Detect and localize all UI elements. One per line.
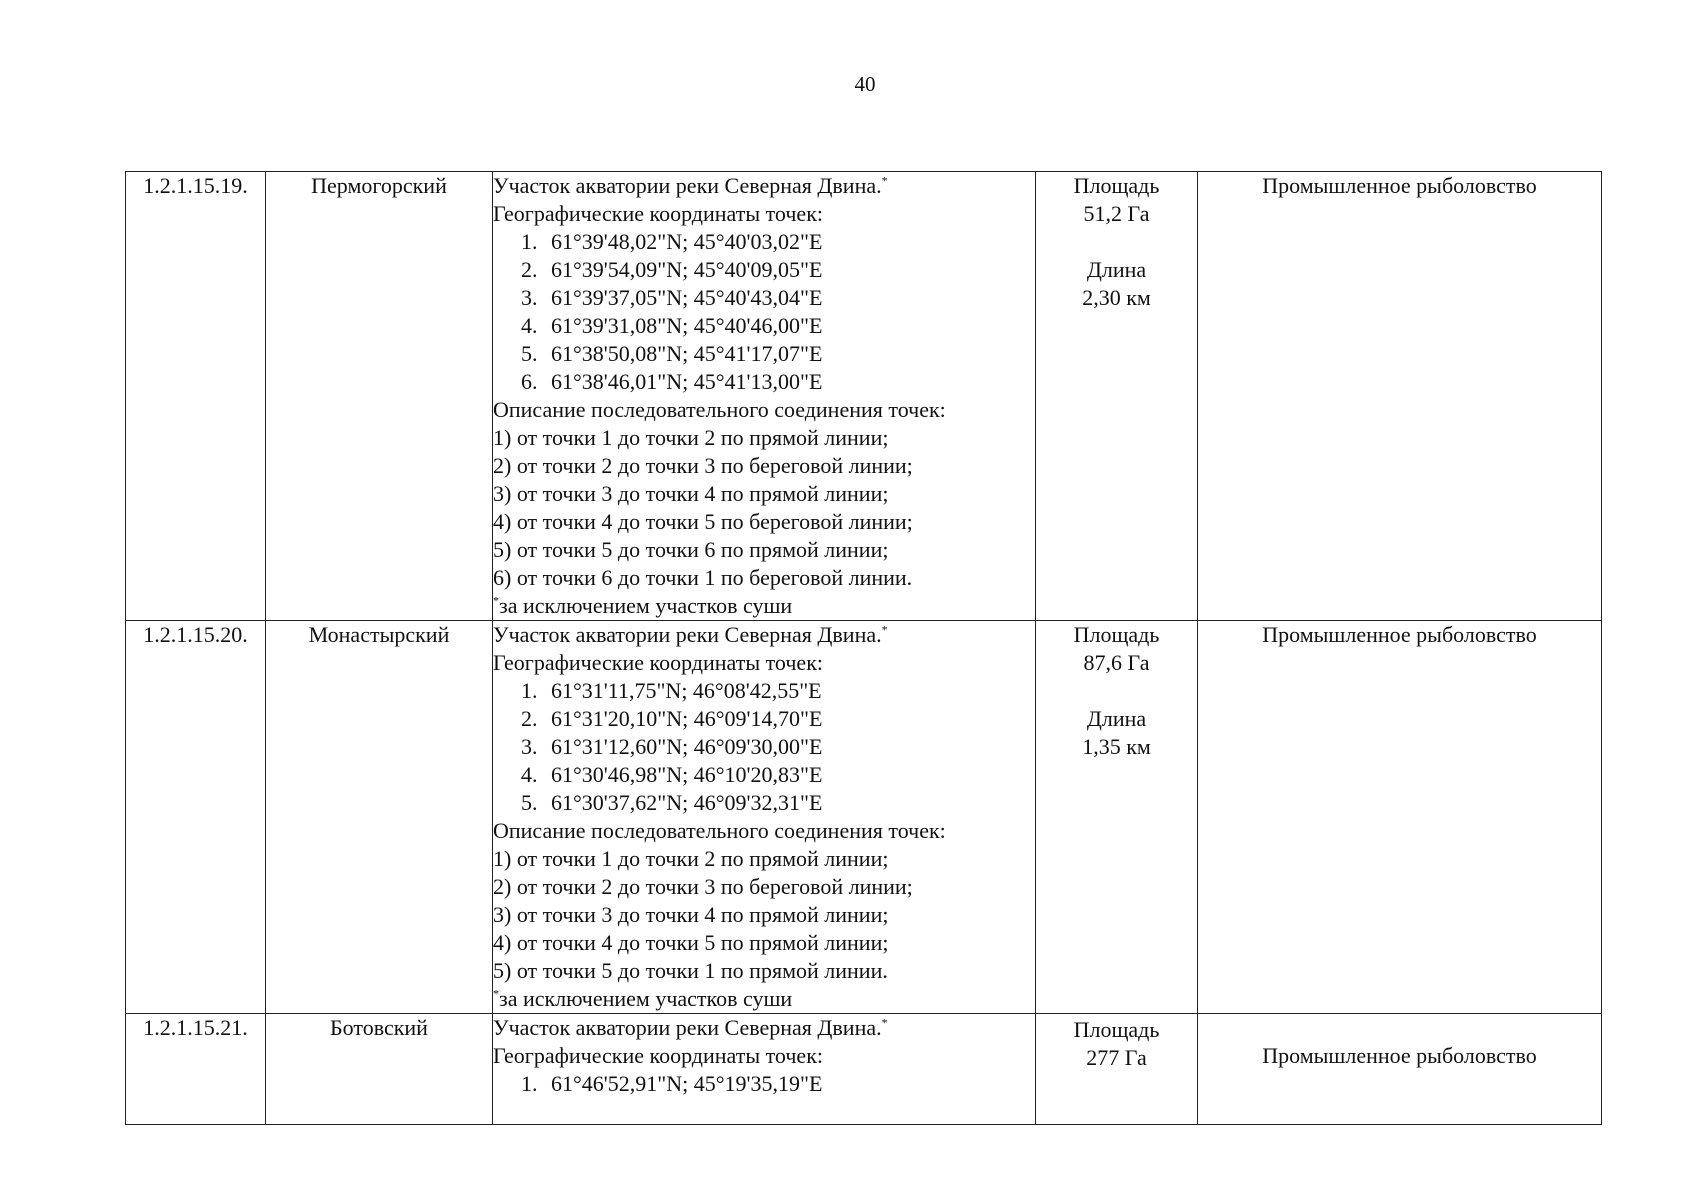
area-title-line <box>493 621 1035 649</box>
coord-index: 3. <box>521 285 538 310</box>
coord-value: 61°30'37,62"N; 46°09'32,31"E <box>551 790 823 815</box>
connection-item: 4) от точки 4 до точки 5 по береговой линии; <box>493 509 913 534</box>
coord-index: 2. <box>521 706 538 731</box>
area-name: Ботовский <box>266 1014 493 1125</box>
footnote-line <box>493 985 1035 1013</box>
area-size <box>1036 1014 1198 1125</box>
area-label: Площадь <box>1073 173 1160 198</box>
connection-item: 1) от точки 1 до точки 2 по прямой линии; <box>493 846 889 871</box>
connection-item: 6) от точки 6 до точки 1 по береговой линии. <box>493 565 913 590</box>
coord-value: 61°39'48,02"N; 45°40'03,02"E <box>551 229 823 254</box>
page-number: 40 <box>854 72 876 96</box>
area-title: Участок акватории реки Северная Двина. <box>493 622 882 647</box>
area-use: Промышленное рыболовство <box>1198 621 1602 1014</box>
coord-value: 61°46'52,91"N; 45°19'35,19"E <box>551 1071 823 1096</box>
area-name: Пермогорский <box>266 172 493 621</box>
title-footnote-mark: * <box>881 1015 888 1030</box>
footnote-line <box>493 592 1035 620</box>
connection-item: 1) от точки 1 до точки 2 по прямой линии; <box>493 425 889 450</box>
length-value: 2,30 км <box>1082 285 1151 310</box>
area-use: Промышленное рыболовство <box>1198 1014 1602 1125</box>
area-title: Участок акватории реки Северная Двина. <box>493 173 882 198</box>
area-label: Площадь <box>1073 1017 1160 1042</box>
coord-item <box>493 1070 1035 1098</box>
area-name: Монастырский <box>266 621 493 1014</box>
coord-index: 6. <box>521 369 538 394</box>
coord-index: 1. <box>521 229 538 254</box>
table-row <box>126 1014 1602 1125</box>
footnote-text: за исключением участков суши <box>499 986 793 1011</box>
area-number: 1.2.1.15.20. <box>126 621 266 1014</box>
coord-index: 5. <box>521 790 538 815</box>
coord-value: 61°31'12,60"N; 46°09'30,00"E <box>551 734 823 759</box>
fishing-area-table <box>125 171 1602 1125</box>
length-value: 1,35 км <box>1082 734 1151 759</box>
spacer <box>1036 228 1197 256</box>
coord-value: 61°38'46,01"N; 45°41'13,00"E <box>551 369 823 394</box>
connection-item: 2) от точки 2 до точки 3 по береговой линии; <box>493 874 913 899</box>
coord-index: 3. <box>521 734 538 759</box>
coord-index: 4. <box>521 762 538 787</box>
spacer <box>1036 677 1197 705</box>
coord-item <box>493 340 1035 368</box>
coord-index: 4. <box>521 313 538 338</box>
area-description <box>493 172 1036 621</box>
coord-index: 2. <box>521 257 538 282</box>
area-number: 1.2.1.15.21. <box>126 1014 266 1125</box>
title-footnote-mark: * <box>881 173 888 188</box>
connection-item: 2) от точки 2 до точки 3 по береговой линии; <box>493 453 913 478</box>
coord-item <box>493 705 1035 733</box>
coords-heading: Географические координаты точек: <box>493 1043 823 1068</box>
area-value: 51,2 Га <box>1083 201 1150 226</box>
coord-value: 61°39'37,05"N; 45°40'43,04"E <box>551 285 823 310</box>
area-size <box>1036 172 1198 621</box>
connection-item: 3) от точки 3 до точки 4 по прямой линии; <box>493 902 889 927</box>
coord-item <box>493 677 1035 705</box>
area-title: Участок акватории реки Северная Двина. <box>493 1015 882 1040</box>
coord-value: 61°38'50,08"N; 45°41'17,07"E <box>551 341 823 366</box>
length-label: Длина <box>1086 706 1147 731</box>
coord-value: 61°31'20,10"N; 46°09'14,70"E <box>551 706 823 731</box>
coord-item <box>493 368 1035 396</box>
coord-value: 61°30'46,98"N; 46°10'20,83"E <box>551 762 823 787</box>
coord-item <box>493 733 1035 761</box>
connection-heading: Описание последовательного соединения точек: <box>493 397 946 422</box>
area-title-line <box>493 1014 1035 1042</box>
area-label: Площадь <box>1073 622 1160 647</box>
area-number: 1.2.1.15.19. <box>126 172 266 621</box>
coord-value: 61°31'11,75"N; 46°08'42,55"E <box>551 678 822 703</box>
connection-item: 5) от точки 5 до точки 6 по прямой линии; <box>493 537 889 562</box>
connection-item: 4) от точки 4 до точки 5 по прямой линии; <box>493 930 889 955</box>
connection-heading: Описание последовательного соединения точек: <box>493 818 946 843</box>
area-title-line <box>493 172 1035 200</box>
area-use: Промышленное рыболовство <box>1198 172 1602 621</box>
table-row <box>126 621 1602 1014</box>
footnote-mark: * <box>493 986 499 1001</box>
coord-item <box>493 312 1035 340</box>
coord-value: 61°39'54,09"N; 45°40'09,05"E <box>551 257 823 282</box>
coord-item <box>493 228 1035 256</box>
coords-heading: Географические координаты точек: <box>493 650 823 675</box>
coords-heading: Географические координаты точек: <box>493 201 823 226</box>
coord-value: 61°39'31,08"N; 45°40'46,00"E <box>551 313 823 338</box>
area-size <box>1036 621 1198 1014</box>
table-row <box>126 172 1602 621</box>
connection-item: 5) от точки 5 до точки 1 по прямой линии. <box>493 958 888 983</box>
footnote-mark: * <box>493 593 499 608</box>
coord-index: 5. <box>521 341 538 366</box>
coord-item <box>493 761 1035 789</box>
coord-item <box>493 789 1035 817</box>
area-description <box>493 621 1036 1014</box>
footnote-text: за исключением участков суши <box>499 593 793 618</box>
coord-index: 1. <box>521 1071 538 1096</box>
coord-index: 1. <box>521 678 538 703</box>
title-footnote-mark: * <box>881 622 888 637</box>
area-description <box>493 1014 1036 1125</box>
length-label: Длина <box>1086 257 1147 282</box>
coord-item <box>493 284 1035 312</box>
coord-item <box>493 256 1035 284</box>
area-value: 277 Га <box>1086 1045 1147 1070</box>
area-value: 87,6 Га <box>1083 650 1150 675</box>
connection-item: 3) от точки 3 до точки 4 по прямой линии; <box>493 481 889 506</box>
